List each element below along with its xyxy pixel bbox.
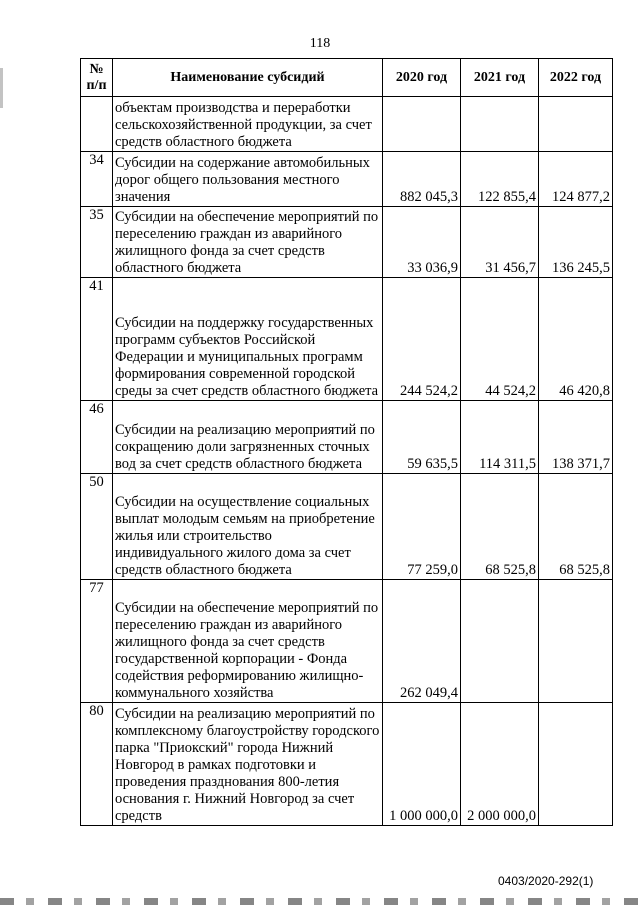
page-number: 118 [309,36,331,51]
table-header-row [81,59,613,97]
row-value-2020: 33 036,9 [383,207,461,278]
row-value-2020 [383,97,461,152]
table-row [81,703,613,826]
table-row [81,474,613,580]
row-value-2020: 882 045,3 [383,152,461,207]
row-num: 46 [81,401,113,474]
header-num: № п/п [81,59,113,97]
row-value-2022: 138 371,7 [539,401,613,474]
row-value-2021: 31 456,7 [461,207,539,278]
row-value-2022: 68 525,8 [539,474,613,580]
row-name: Субсидии на обеспечение мероприятий по переселению граждан из аварийного жилищного фонда за счет средств государственной корпорации - Фонда содействия реформированию жилищно-коммунального хозяйства [113,580,383,703]
table-row [81,152,613,207]
row-num: 34 [81,152,113,207]
row-name: Субсидии на реализацию мероприятий по комплексному благоустройству городского парка "Приокский" города Нижний Новгород в рамках подготовки и проведения празднования 800-летия основания г. Нижний Новгород за счет средств [113,703,383,826]
row-num: 41 [81,278,113,401]
table-row [81,207,613,278]
row-value-2021: 114 311,5 [461,401,539,474]
header-2020: 2020 год [383,59,461,97]
row-value-2021 [461,97,539,152]
row-value-2022 [539,580,613,703]
row-num [81,97,113,152]
row-name: Субсидии на обеспечение мероприятий по переселению граждан из аварийного жилищного фонда за счет средств областного бюджета [113,207,383,278]
row-value-2021 [461,580,539,703]
row-num: 80 [81,703,113,826]
row-value-2021: 44 524,2 [461,278,539,401]
row-value-2021: 68 525,8 [461,474,539,580]
table-row [81,278,613,401]
table-row [81,401,613,474]
header-2021: 2021 год [461,59,539,97]
table-row [81,97,613,152]
row-name: Субсидии на содержание автомобильных дорог общего пользования местного значения [113,152,383,207]
scan-artifact-stripe [0,898,640,905]
row-value-2020: 77 259,0 [383,474,461,580]
row-value-2022 [539,97,613,152]
row-num: 77 [81,580,113,703]
row-num: 50 [81,474,113,580]
row-value-2022: 124 877,2 [539,152,613,207]
row-value-2021: 2 000 000,0 [461,703,539,826]
scan-edge-mark [0,68,3,108]
header-2022: 2022 год [539,59,613,97]
row-num: 35 [81,207,113,278]
row-name: Субсидии на поддержку государственных программ субъектов Российской Федерации и муниципальных программ формирования современной городской среды за счет средств областного бюджета [113,278,383,401]
row-value-2020: 1 000 000,0 [383,703,461,826]
row-value-2020: 262 049,4 [383,580,461,703]
row-name: Субсидии на реализацию мероприятий по сокращению доли загрязненных сточных вод за счет средств областного бюджета [113,401,383,474]
row-value-2022: 46 420,8 [539,278,613,401]
row-value-2022 [539,703,613,826]
header-name: Наименование субсидий [113,59,383,97]
document-code: 0403/2020-292(1) [498,874,594,888]
row-value-2022: 136 245,5 [539,207,613,278]
row-value-2020: 244 524,2 [383,278,461,401]
table-row [81,580,613,703]
row-name: объектам производства и переработки сельскохозяйственной продукции, за счет средств областного бюджета [113,97,383,152]
row-value-2020: 59 635,5 [383,401,461,474]
row-name: Субсидии на осуществление социальных выплат молодым семьям на приобретение жилья или строительство индивидуального жилого дома за счет средств областного бюджета [113,474,383,580]
subsidies-table [80,58,613,826]
row-value-2021: 122 855,4 [461,152,539,207]
